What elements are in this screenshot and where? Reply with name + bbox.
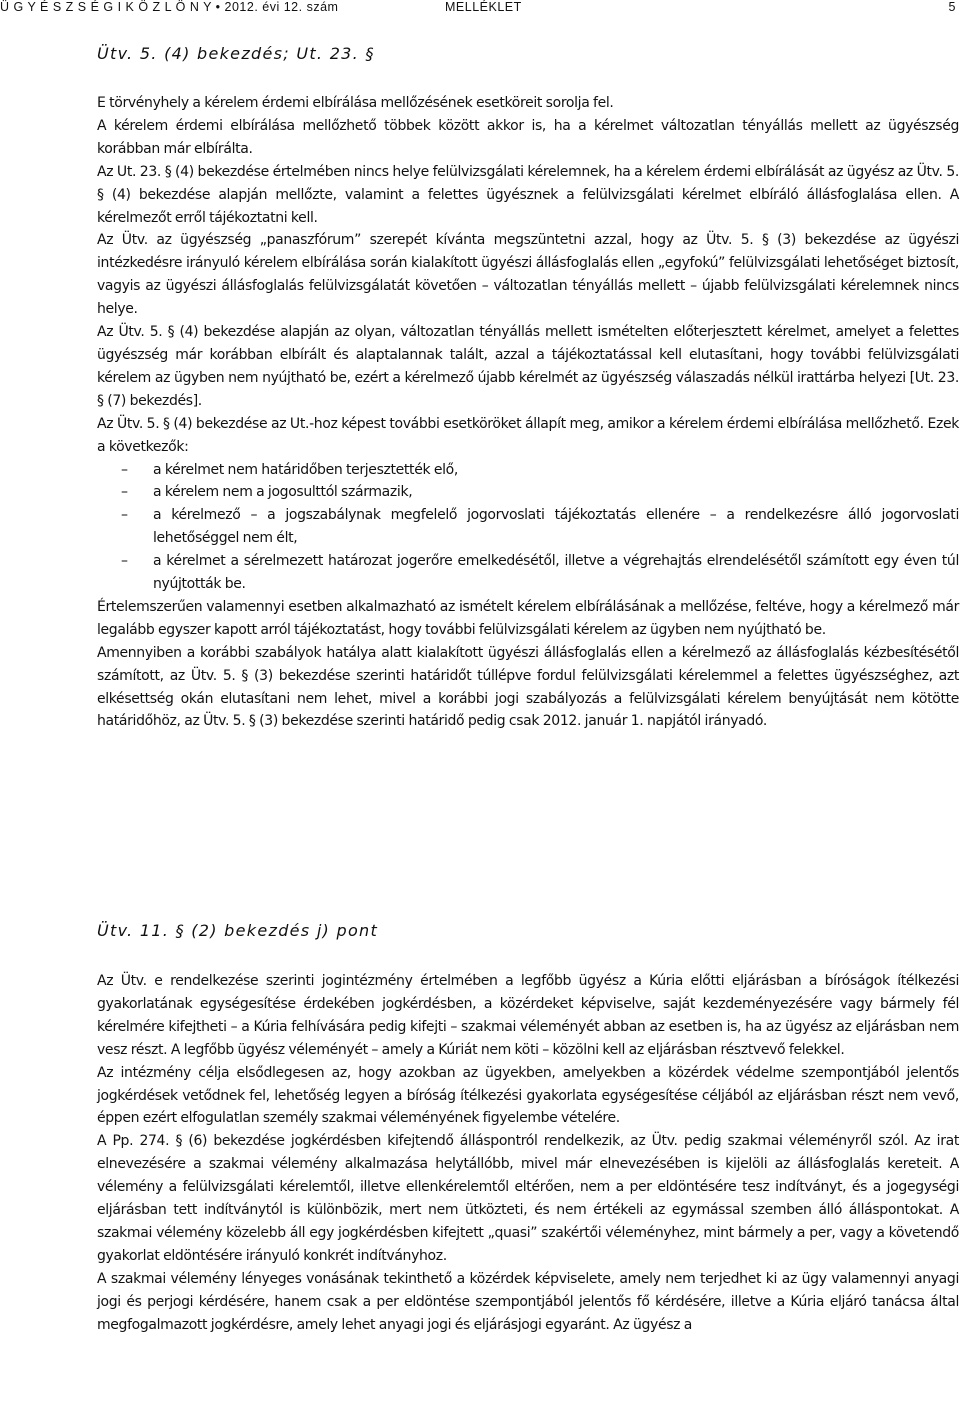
paragraph: Az Ut. 23. § (4) bekezdése értelmében nincs helye felülvizsgálati kérelemnek, ha a kérelem érdemi elbírálását az ügyész az Ütv. 5. § (4) bekezdése alapján mellőzte, valamint a felettes ügyésznek a felülvizsgálati kérelmet elbíráló állásfoglalása ellen. A kérelmezőt erről tájékoztatni kell.: [97, 163, 959, 226]
list-item: – a kérelmet a sérelmezett határozat jogerőre emelkedésétől, illetve a végrehajtás elrendelésétől számított egy éven túl nyújtották be.: [97, 550, 959, 596]
paragraph: Az Ütv. 5. § (4) bekezdése alapján az olyan, változatlan tényállás mellett ismételten előterjesztett kérelmet, amelyet a felettes ügyészség már korábban elbírált és alaptalannak talált, azzal a tájékoztatással kell elutasítani, hogy további felülvizsgálati kérelem az ügyben nem nyújtható be, ezért a kérelmező újabb kérelmét az ügyészség válaszadás nélkül irattárba helyezi [Ut. 23. § (7) bekezdés].: [97, 324, 959, 409]
paragraph: Az Ütv. 5. § (4) bekezdése az Ut.-hoz képest további esetköröket állapít meg, amikor a kérelem érdemi elbírálása mellőzhető. Ezek a következők:: [97, 415, 959, 455]
paragraph: Értelemszerűen valamennyi esetben alkalmazható az ismételt kérelem elbírálásának a mellőzése, feltéve, hogy a kérelmező már legalább egyszer kapott arról tájékoztatást, hogy további felülvizsgálati kérelem az ügyben nem nyújtható be.: [97, 598, 959, 638]
paragraph: Az intézmény célja elsődlegesen az, hogy azokban az ügyekben, amelyekben a közérdek védelme szempontjából jelentős jogkérdések vetődnek fel, lehetőség legyen a bíróság ítélkezési gyakorlata egységesítése céljából az eljárásban részt nem vevő, éppen ezért elfogulatlan személy szakmai véleményének figyelembe vételére.: [97, 1064, 959, 1127]
page-number: 5: [948, 0, 956, 14]
section-body-utv-5: [97, 92, 959, 733]
exclusion-list: [97, 459, 959, 596]
section-heading-utv-11: Ütv. 11. § (2) bekezdés j) pont: [97, 921, 379, 940]
section-body-utv-11: [97, 970, 959, 1337]
paragraph: Az Ütv. e rendelkezése szerinti jogintézmény értelmében a legfőbb ügyész a Kúria előtti eljárásban a bíróságok ítélkezési gyakorlatának egységesítése érdekében jogkérdésben, a közérdeket képviselve, saját kezdeményezésére vagy bármely fél kérelmére kifejtheti – a Kúria felhívására pedig kifejti – szakmai véleményét abban az esetben is, ha az ügyész az eljárásban nem vesz részt. A legfőbb ügyész véleményét – amely a Kúriát nem köti – közölni kell az eljárásban résztvevő felekkel.: [97, 973, 959, 1058]
list-item: – a kérelem nem a jogosulttól származik,: [97, 481, 959, 504]
paragraph: Az Ütv. az ügyészség „panaszfórum” szerepét kívánta megszüntetni azzal, hogy az Ütv. 5. § (3) bekezdése az ügyészi intézkedésre irányuló kérelem elbírálása során kialakított ügyészi állásfoglalás ellen „egyfokú” felülvizsgálati lehetőséget biztosít, vagyis az ügyészi állásfoglalás felülvizsgálatát követően – változatlan tényállás mellett – újabb felülvizsgálati kérelemnek nincs helye.: [97, 232, 959, 318]
list-item: – a kérelmet nem határidőben terjesztették elő,: [97, 459, 959, 482]
paragraph: Amennyiben a korábbi szabályok hatálya alatt kialakított ügyészi állásfoglalás ellen a kérelmező az állásfoglalás kézbesítésétől számított, az Ütv. 5. § (3) bekezdése szerinti határidőt túllépve fordul felülvizsgálati kérelemmel a felettes ügyészséghez, azt elkésettség okán elutasítani nem lehet, mivel a korábbi jogi szabályozás a felülvizsgálati kérelem benyújtását nem kötötte határidőhöz, az Ütv. 5. § (3) bekezdése szerinti határidő pedig csak 2012. január 1. napjától irányadó.: [97, 644, 959, 730]
journal-title: Ü G Y É S Z S É G I K Ö Z L Ö N Y • 2012. évi 12. szám: [0, 0, 339, 14]
list-item: – a kérelmező – a jogszabálynak megfelelő jogorvoslati tájékoztatás ellenére – a rendelkezésre álló jogorvoslati lehetőséggel nem élt,: [97, 504, 959, 550]
paragraph: E törvényhely a kérelem érdemi elbírálása mellőzésének esetköreit sorolja fel.: [97, 95, 614, 111]
section-label: MELLÉKLET: [445, 0, 522, 14]
paragraph: A Pp. 274. § (6) bekezdése jogkérdésben kifejtendő álláspontról rendelkezik, az Ütv. pedig szakmai véleményről szól. Az irat elnevezésére a szakmai vélemény alkalmazása helytállóbb, mivel már elnevezésében is kijelöli az állásfoglalás kereteit. A vélemény a felülvizsgálati kérelemtől, illetve ellenkérelemtől eltérően, nem a per eldöntésére tesz indítványt, és a jogegységi eljárásban tett indítványtól is különbözik, mert nem ütközteti, és nem értékeli az egymással szemben álló álláspontokat. A szakmai vélemény közelebb áll egy jogkérdésben kifejtett „quasi” szakértői véleményhez, mint bármely a per, vagy a követendő gyakorlat eldöntésére irányuló konkrét indítványhoz.: [97, 1133, 959, 1264]
section-heading-utv-5: Ütv. 5. (4) bekezdés; Ut. 23. §: [97, 44, 375, 63]
paragraph: A kérelem érdemi elbírálása mellőzhető többek között akkor is, ha a kérelmet változatlan tényállás mellett az ügyészség korábban már elbírálta.: [97, 117, 959, 157]
paragraph: A szakmai vélemény lényeges vonásának tekinthető a közérdek képviselete, amely nem terjedhet ki az ügy valamennyi anyagi jogi és perjogi kérdésére, hanem csak a per eldöntése szempontjából jelentős fő kérdésére, illetve a Kúria eljáró tanácsa által megfogalmazott jogkérdésre, amely lehet anyagi jogi és eljárásjogi egyaránt. Az ügyész a: [97, 1270, 959, 1333]
page-header: [0, 0, 960, 22]
